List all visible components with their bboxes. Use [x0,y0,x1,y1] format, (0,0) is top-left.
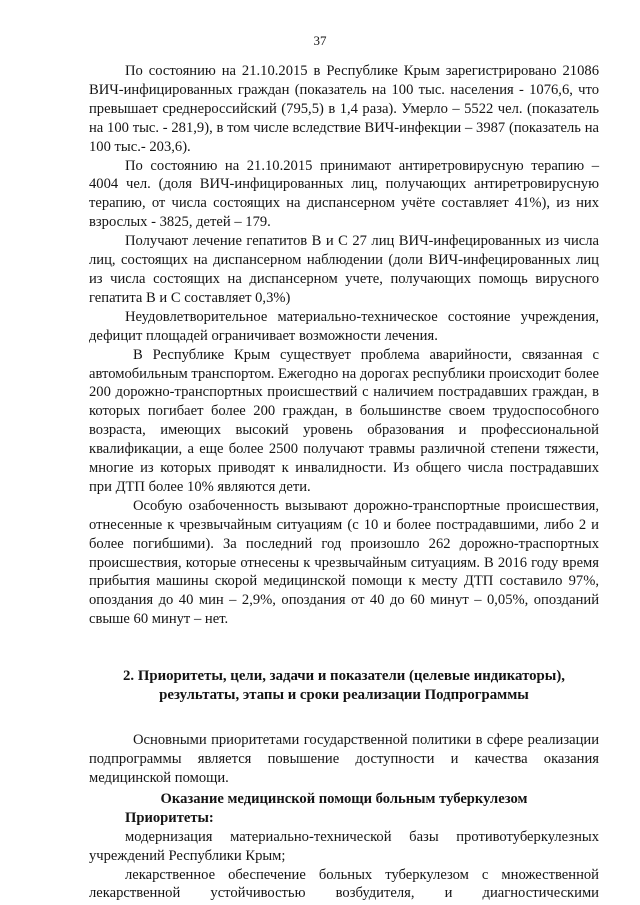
document-body [89,62,599,903]
subheading-tuberculosis: Оказание медицинской помощи больным туберкулезом [160,790,528,807]
priorities-label: Приоритеты: [125,809,214,826]
page-number: 37 [313,33,327,48]
paragraph-road-accidents: В Республике Крым существует проблема аварийности, связанная с автомобильным транспортом. Ежегодно на дорогах республики происходит более 200 дорожно-транспортных происшествий с наличием пострадавших граждан, в которых погибает более 200 граждан, в большинстве своем трудоспособного возраста, имеющих высокий уровень образования и профессиональной квалификации, а еще более 2500 получают травмы различной степени тяжести, многие из которых приводят к инвалидности. Из общего числа пострадавших при ДТП более 10% являются дети. [89,346,599,495]
section-heading: 2. Приоритеты, цели, задачи и показатели (целевые индикаторы), результаты, этапы и сроки реализации Подпрограммы [123,668,565,704]
paragraph-section-intro: Основными приоритетами государственной политики в сфере реализации подпрограммы является повышение доступности и качества оказания медицинской помощи. [89,732,599,786]
priority-item: модернизация материально-технической базы противотуберкулезных учреждений Республики Крым; [89,828,599,864]
paragraph-emergency-accidents: Особую озабоченность вызывают дорожно-транспортные происшествия, отнесенные к чрезвычайным ситуациям (с 10 и более пострадавшими, либо 2 и более погибшими). За последний год произошло 262 дорожно-траспортных происшествия, которые отнесены к чрезвычайным ситуациям. В 2016 году время прибытия машины скорой медицинской помощи к месту ДТП составило 97%, опоздания до 40 мин – 2,9%, опоздания от 40 до 60 минут – 0,05%, опозданий свыше 60 минут – нет. [89,497,599,628]
paragraph-hepatitis-treatment: Получают лечение гепатитов В и С 27 лиц ВИЧ-инфецированных из числа лиц, состоящих на диспансерном наблюдении (доли ВИЧ-инфецированных лиц из числа состоящих на диспансерном учете, получающих помощь вирусного гепатита В и С составляет 0,3%) [89,233,599,306]
paragraph-facility-condition: Неудовлетворительное материально-техническое состояние учреждения, дефицит площадей ограничивает возможности лечения. [89,308,599,344]
priority-item: лекарственное обеспечение больных туберкулезом с множественной лекарственной устойчивостью возбудителя, и диагностическими [89,866,599,902]
paragraph-hiv-therapy: По состоянию на 21.10.2015 принимают антиретровирусную терапию – 4004 чел. (доля ВИЧ-инфицированных лиц, получающих антиретровирусную терапию, от числа состоящих на диспансерном учёте составляет 41%), из них взрослых - 3825, детей – 179. [89,157,599,231]
paragraph-hiv-registered: По состоянию на 21.10.2015 в Республике Крым зарегистрировано 21086 ВИЧ-инфицированных граждан (показатель на 100 тыс. населения - 1076,6, что превышает среднероссийский (795,5) в 1,4 раза). Умерло – 5522 чел. (показатель на 100 тыс. - 281,9), в том числе вследствие ВИЧ-инфекции – 3987 (показатель на 100 тыс.- 203,6). [89,63,599,155]
